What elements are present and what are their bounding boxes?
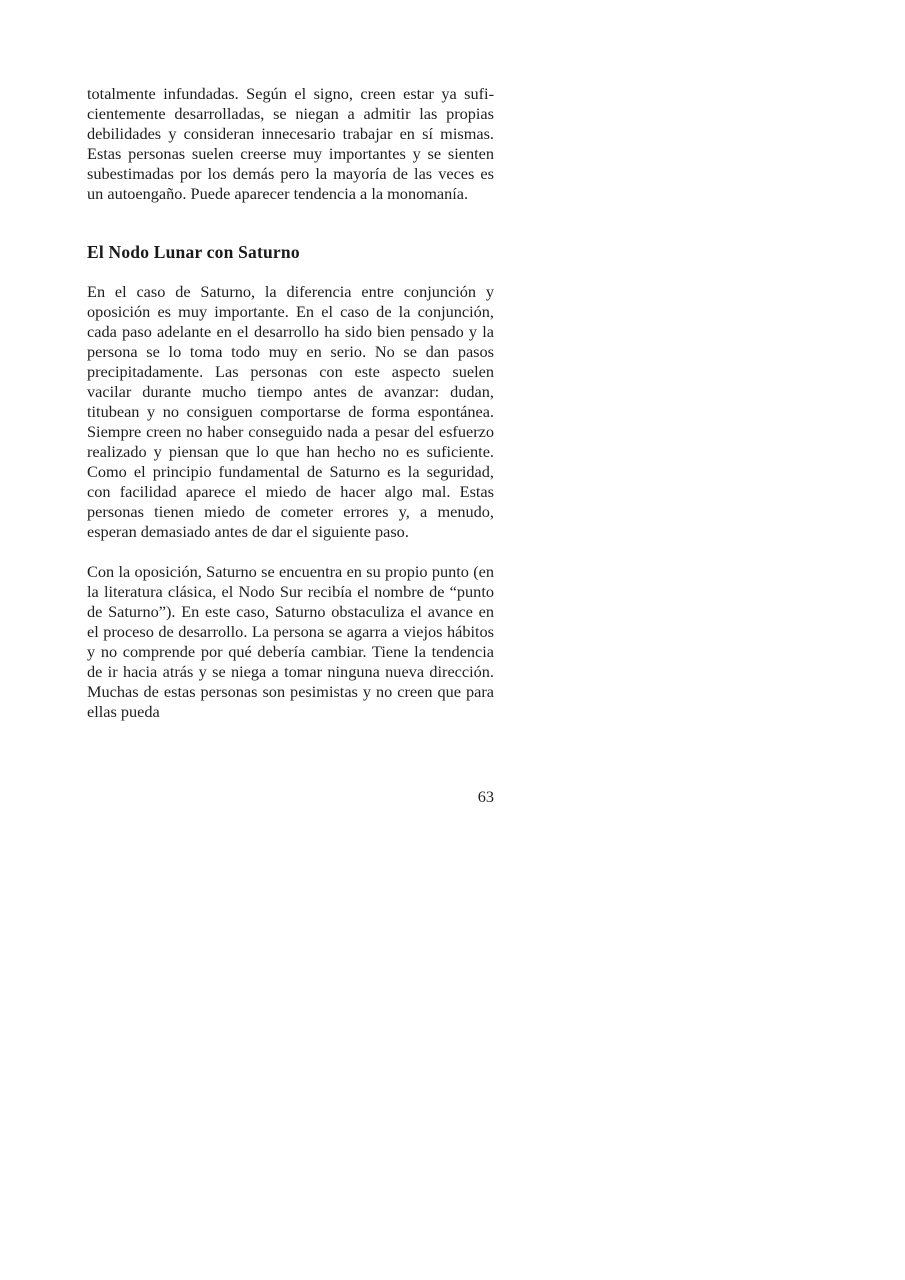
paragraph-opposition: Con la oposición, Saturno se encuentra en su propio punto (en la literatura clásica, el Nodo Sur recibía el nombre de “punto de Saturno”). En este caso, Saturno obstaculiza el avance en el proceso de desarrollo. La persona se agarra a viejos hábitos y no comprende por qué debería cambiar. Tiene la tendencia de ir hacia atrás y se niega a tomar ninguna nueva dirección. Muchas de estas personas son pesimistas y no creen que para ellas pueda — [87, 562, 494, 721]
page-number: 63 — [477, 787, 494, 806]
paragraph-intro: totalmente infundadas. Según el signo, creen estar ya suficientemente desarrolladas, se niegan a admitir las propias debilidades y consideran innecesario trabajar en sí mismas. Estas personas suelen creerse muy importantes y se sienten subestimadas por los demás pero la mayoría de las veces es un autoengaño. Puede aparecer tendencia a la monomanía. — [87, 84, 494, 203]
text-column — [87, 84, 494, 722]
section-heading: El Nodo Lunar con Saturno — [87, 242, 300, 262]
paragraph-conjunction: En el caso de Saturno, la diferencia entre conjunción y oposición es muy importante. En el caso de la conjunción, cada paso adelante en el desarrollo ha sido bien pensado y la persona se lo toma todo muy en serio. No se dan pasos precipitadamente. Las personas con este aspecto suelen vacilar durante mucho tiempo antes de avanzar: dudan, titubean y no consiguen comportarse de forma espontánea. Siempre creen no haber conseguido nada a pesar del esfuerzo realizado y piensan que lo que han hecho no es suficiente. Como el principio fundamental de Saturno es la seguridad, con facilidad aparece el miedo de hacer algo mal. Estas personas tienen miedo de cometer errores y, a menudo, esperan demasiado antes de dar el siguiente paso. — [87, 282, 494, 541]
